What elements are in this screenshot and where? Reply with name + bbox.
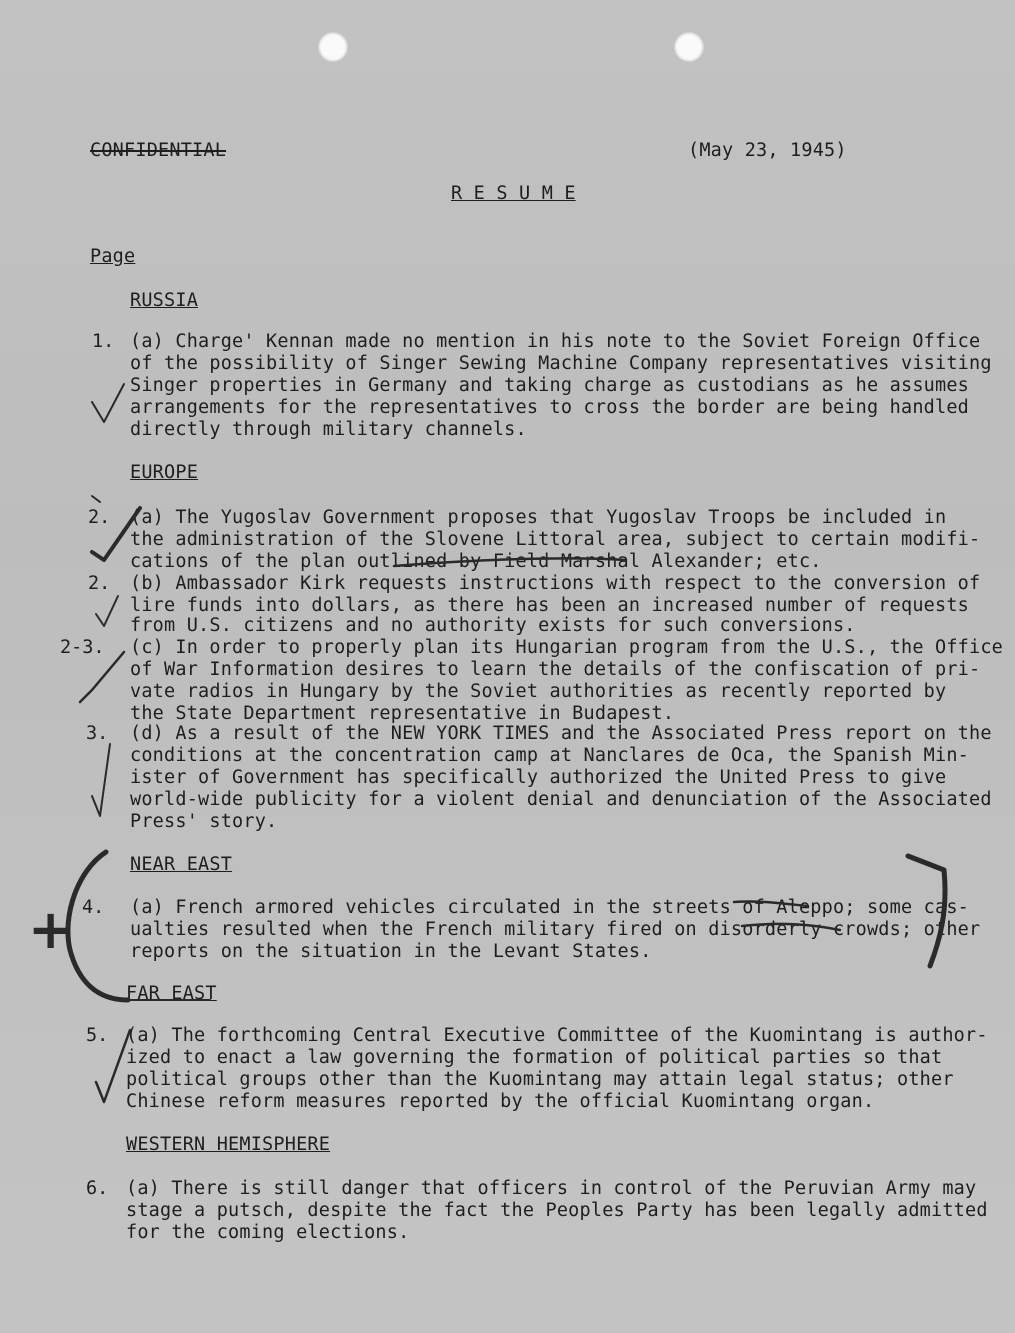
item-line: (a) The forthcoming Central Executive Committee of the Kuomintang is author- (126, 1025, 988, 1046)
item-line: ualties resulted when the French military fired on disorderly crowds; other (130, 919, 981, 940)
item-line: the State Department representative in Budapest. (130, 703, 675, 724)
item-number: 6. (86, 1178, 109, 1199)
classification-stamp: CONFIDENTIAL (90, 140, 227, 161)
section-heading-europe: EUROPE (130, 462, 199, 483)
item-line: (a) French armored vehicles circulated in the streets of Aleppo; some cas- (130, 897, 970, 918)
section-heading-russia: RUSSIA (130, 290, 199, 311)
item-line: (a) Charge' Kennan made no mention in his note to the Soviet Foreign Office (130, 331, 981, 352)
section-heading-western-hemisphere: WESTERN HEMISPHERE (126, 1134, 331, 1155)
checkmark-icon (92, 496, 100, 502)
item-line: cations of the plan outlined by Field Marshal Alexander; etc. (130, 551, 822, 572)
item-line: (a) The Yugoslav Government proposes that Yugoslav Troops be included in (130, 507, 947, 528)
item-line: (a) There is still danger that officers in control of the Peruvian Army may (126, 1178, 977, 1199)
item-number: 3. (86, 723, 109, 744)
item-number: 4. (82, 897, 105, 918)
item-line: stage a putsch, despite the fact the Peoples Party has been legally admitted (126, 1200, 988, 1221)
item-number: 2-3. (60, 637, 105, 658)
item-line: political groups other than the Kuomintang may attain legal status; other (126, 1069, 954, 1090)
item-line: of the possibility of Singer Sewing Machine Company representatives visiting (130, 353, 992, 374)
item-number: 2. (88, 507, 111, 528)
item-line: vate radios in Hungary by the Soviet authorities as recently reported by (130, 681, 947, 702)
item-line: directly through military channels. (130, 419, 527, 440)
item-line: world-wide publicity for a violent denial and denunciation of the Associated (130, 789, 992, 810)
item-line: Singer properties in Germany and taking charge as custodians as he assumes (130, 375, 970, 396)
document-title: R E S U M E (451, 183, 576, 204)
item-line: of War Information desires to learn the details of the confiscation of pri- (130, 659, 981, 680)
item-number: 1. (92, 331, 115, 352)
plus-mark: + (28, 898, 74, 961)
section-heading-near-east: NEAR EAST (130, 854, 233, 875)
checkmark-icon (92, 384, 124, 422)
punch-hole-right (674, 32, 704, 62)
item-line: the administration of the Slovene Littoral area, subject to certain modifi- (130, 529, 981, 550)
bracket-left-icon (68, 852, 128, 1000)
item-line: lire funds into dollars, as there has been an increased number of requests (130, 595, 970, 616)
section-heading-far-east: FAR EAST (126, 983, 217, 1004)
item-line: from U.S. citizens and no authority exists for such conversions. (130, 615, 856, 636)
checkmark-icon (92, 744, 110, 816)
checkmark-icon (80, 652, 124, 702)
item-line: ister of Government has specifically authorized the United Press to give (130, 767, 947, 788)
item-line: for the coming elections. (126, 1222, 410, 1243)
item-line: (d) As a result of the NEW YORK TIMES and the Associated Press report on the (130, 723, 992, 744)
punch-hole-left (318, 32, 348, 62)
page-column-label: Page (90, 246, 136, 267)
checkmark-icon (96, 596, 118, 626)
item-number: 5. (86, 1025, 109, 1046)
item-line: conditions at the concentration camp at Nanclares de Oca, the Spanish Min- (130, 745, 970, 766)
item-line: Chinese reform measures reported by the official Kuomintang organ. (126, 1091, 875, 1112)
item-line: reports on the situation in the Levant States. (130, 941, 652, 962)
item-line: (b) Ambassador Kirk requests instructions with respect to the conversion of (130, 573, 981, 594)
item-line: ized to enact a law governing the formation of political parties so that (126, 1047, 943, 1068)
item-line: (c) In order to properly plan its Hungarian program from the U.S., the Office (130, 637, 1004, 658)
item-number: 2. (88, 573, 111, 594)
document-date: (May 23, 1945) (688, 140, 847, 161)
item-line: Press' story. (130, 811, 278, 832)
item-line: arrangements for the representatives to cross the border are being handled (130, 397, 970, 418)
